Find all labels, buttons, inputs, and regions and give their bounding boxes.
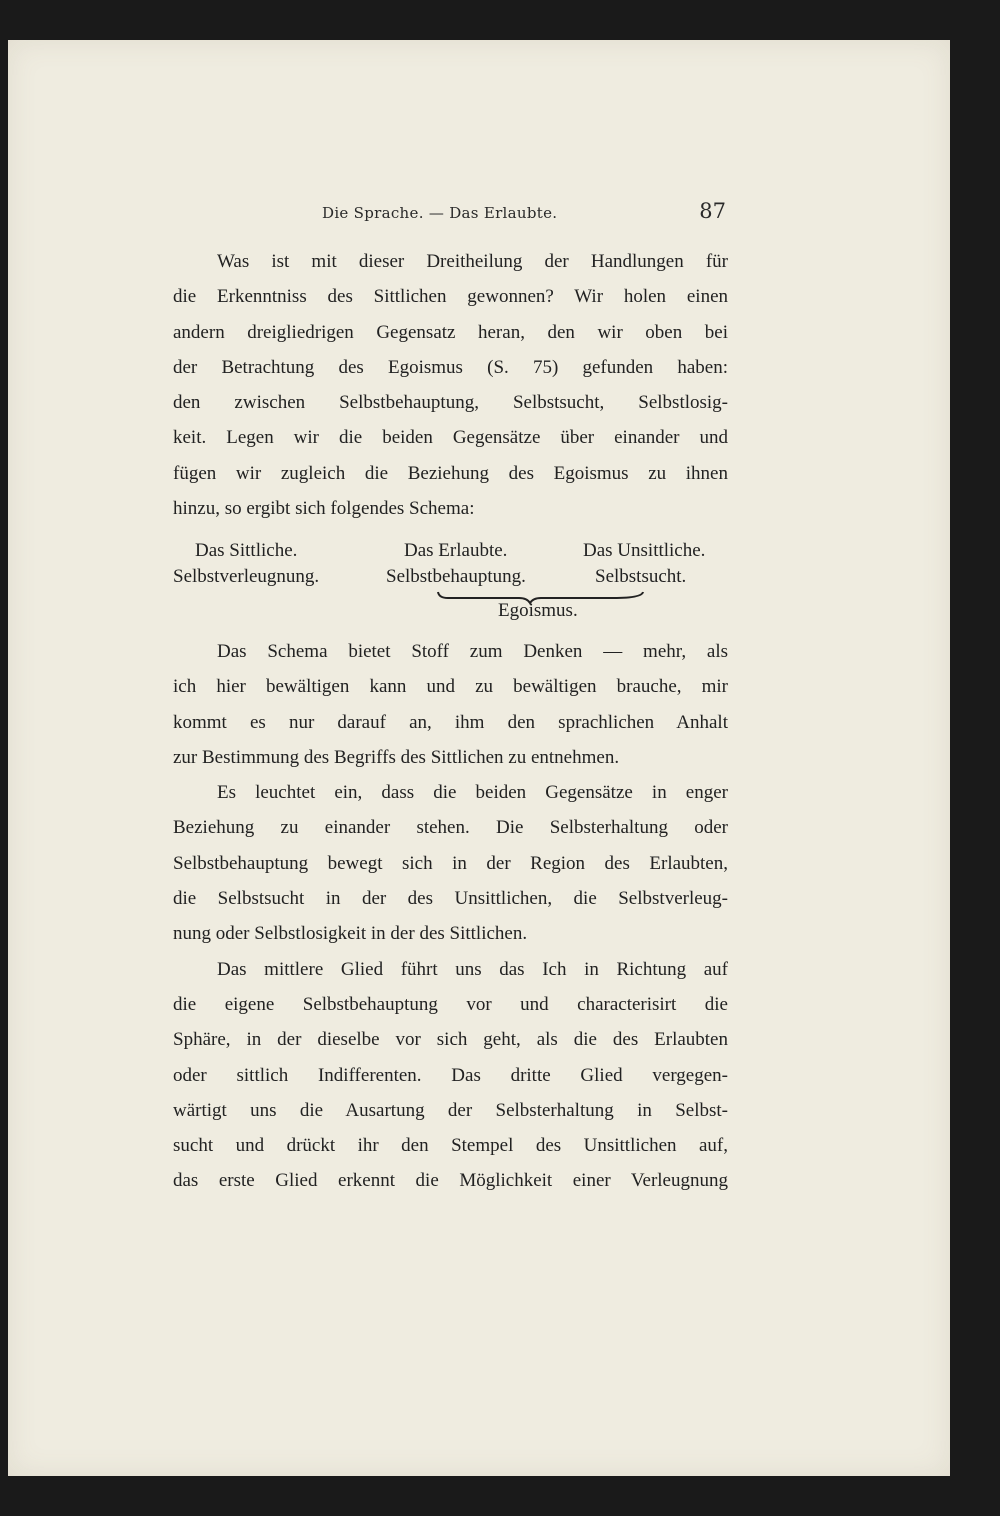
text-line: kommt es nur darauf an, ihm den sprachlichen Anhalt — [173, 711, 728, 733]
scheme-unsittliche: Das Unsittliche. — [583, 540, 706, 561]
text-line: das erste Glied erkennt die Möglichkeit einer Verleugnung — [173, 1170, 728, 1192]
text-block-2 — [173, 634, 728, 1199]
paragraph-1 — [173, 244, 728, 526]
brace-icon — [173, 536, 728, 628]
text-line: der Betrachtung des Egoismus (S. 75) gefunden haben: — [173, 356, 728, 378]
running-head-title: Die Sprache. — Das Erlaubte. — [322, 204, 558, 222]
scheme-selbstsucht: Selbstsucht. — [595, 566, 687, 587]
text-line: oder sittlich Indifferenten. Das dritte Glied vergegen- — [173, 1064, 728, 1086]
text-line: andern dreigliedrigen Gegensatz heran, den wir oben bei — [173, 321, 728, 343]
text-line: Beziehung zu einander stehen. Die Selbsterhaltung oder — [173, 817, 728, 839]
text-line: nung oder Selbstlosigkeit in der des Sittlichen. — [173, 923, 528, 945]
text-line: Das Schema bietet Stoff zum Denken — mehr, als — [217, 641, 728, 662]
scheme-selbstbehauptung: Selbstbehauptung. — [386, 566, 526, 587]
text-line: die eigene Selbstbehauptung vor und characterisirt die — [173, 993, 728, 1015]
text-line: Selbstbehauptung bewegt sich in der Region des Erlaubten, — [173, 852, 728, 874]
scheme-table — [173, 536, 728, 628]
text-line: Was ist mit dieser Dreitheilung der Handlungen für — [217, 251, 728, 272]
text-line: ich hier bewältigen kann und zu bewältigen brauche, mir — [173, 676, 728, 698]
scheme-sittliche: Das Sittliche. — [195, 540, 298, 561]
page-number: 87 — [699, 199, 726, 223]
text-line: zur Bestimmung des Begriffs des Sittlichen zu entnehmen. — [173, 746, 620, 768]
text-line: hinzu, so ergibt sich folgendes Schema: — [173, 498, 475, 520]
text-line: Sphäre, in der dieselbe vor sich geht, als die des Erlaubten — [173, 1029, 728, 1051]
running-head — [322, 199, 726, 229]
scheme-erlaubte: Das Erlaubte. — [404, 540, 508, 561]
text-line: den zwischen Selbstbehauptung, Selbstsucht, Selbstlosig- — [173, 392, 728, 414]
text-line: fügen wir zugleich die Beziehung des Egoismus zu ihnen — [173, 462, 728, 484]
scheme-egoismus: Egoismus. — [498, 600, 578, 621]
text-line: die Erkenntniss des Sittlichen gewonnen? Wir holen einen — [173, 286, 728, 308]
text-line: wärtigt uns die Ausartung der Selbsterhaltung in Selbst- — [173, 1099, 728, 1121]
text-line: sucht und drückt ihr den Stempel des Unsittlichen auf, — [173, 1135, 728, 1157]
text-line: Das mittlere Glied führt uns das Ich in Richtung auf — [217, 958, 728, 980]
scheme-selbstverleugnung: Selbstverleugnung. — [173, 566, 320, 587]
text-line: Es leuchtet ein, dass die beiden Gegensätze in enger — [217, 782, 728, 804]
text-line: keit. Legen wir die beiden Gegensätze über einander und — [173, 427, 728, 449]
text-line: die Selbstsucht in der des Unsittlichen, die Selbstverleug- — [173, 888, 728, 910]
